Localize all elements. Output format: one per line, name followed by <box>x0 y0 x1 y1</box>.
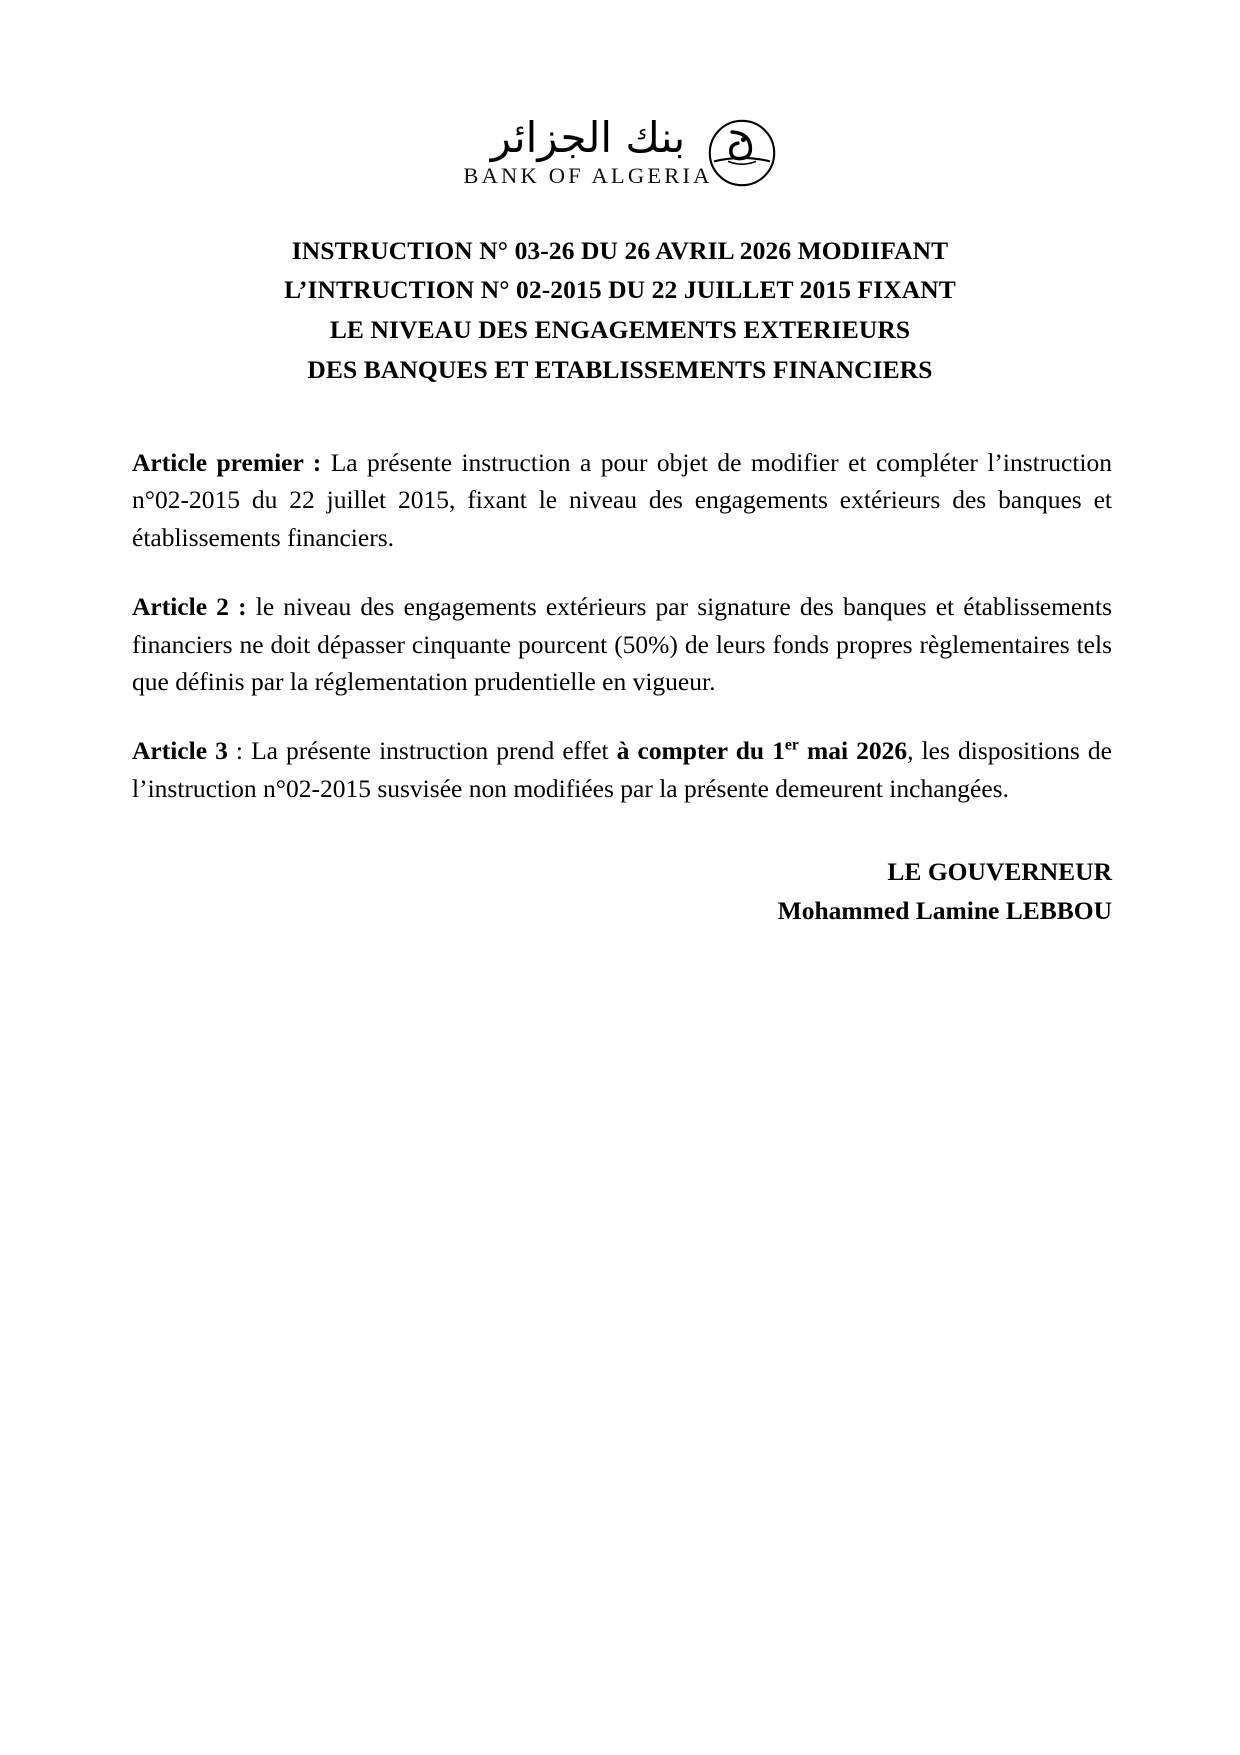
document-body <box>0 444 1240 808</box>
article-2-paragraph <box>132 588 1112 700</box>
article-3-effective-date <box>617 736 907 765</box>
article-1-label: Article premier : <box>132 447 322 477</box>
article-3-label: Article 3 <box>132 736 228 766</box>
article-1-paragraph <box>132 444 1112 556</box>
signatory-name: Mohammed Lamine LEBBOU <box>777 895 1112 925</box>
article-2-text: le niveau des engagements extérieurs par signature des banques et établissements financiers ne doit dépasser cinquante pourcent (50%) de leurs fonds propres règlementaires tels que définis par la réglementation prudentielle en vigueur. <box>132 592 1112 696</box>
bank-logo <box>463 108 776 189</box>
signatory-role: LE GOUVERNEUR <box>887 857 1112 887</box>
letterhead <box>0 0 1240 189</box>
article-3-effective-date-ordinal: er <box>784 736 799 754</box>
article-1-text: La présente instruction a pour objet de modifier et compléter l’instruction n°02-2015 du 22 juillet 2015, fixant le niveau des engagements extérieurs des banques et établissements financiers. <box>132 447 1112 552</box>
signature-block <box>0 853 1240 930</box>
article-3-paragraph <box>132 732 1112 807</box>
article-2-label: Article 2 : <box>132 592 247 622</box>
article-3-text-after: , les dispositions de l’instruction n°02-2015 susvisée non modifiées par la présente demeurent inchangées. <box>132 736 1112 803</box>
title-line-3: LE NIVEAU DES ENGAGEMENTS EXTERIEURS <box>329 315 911 345</box>
article-3-effective-date-main: à compter du 1 <box>616 736 785 766</box>
title-line-2: L’INTRUCTION N° 02-2015 DU 22 JUILLET 2015 FIXANT <box>284 275 956 305</box>
article-3-effective-date-month: mai 2026 <box>798 736 908 766</box>
bank-emblem-icon <box>707 118 777 188</box>
title-line-4: DES BANQUES ET ETABLISSEMENTS FINANCIERS <box>307 354 933 384</box>
bank-logo-wordmark <box>463 108 712 189</box>
title-line-1: INSTRUCTION N° 03-26 DU 26 AVRIL 2026 MODIIFANT <box>291 235 949 265</box>
article-3-text-before: : La présente instruction prend effet <box>227 736 617 766</box>
bank-name-latin: BANK OF ALGERIA <box>463 162 713 188</box>
bank-name-arabic: بنك الجزائر <box>490 113 686 162</box>
document-title <box>0 189 1240 390</box>
